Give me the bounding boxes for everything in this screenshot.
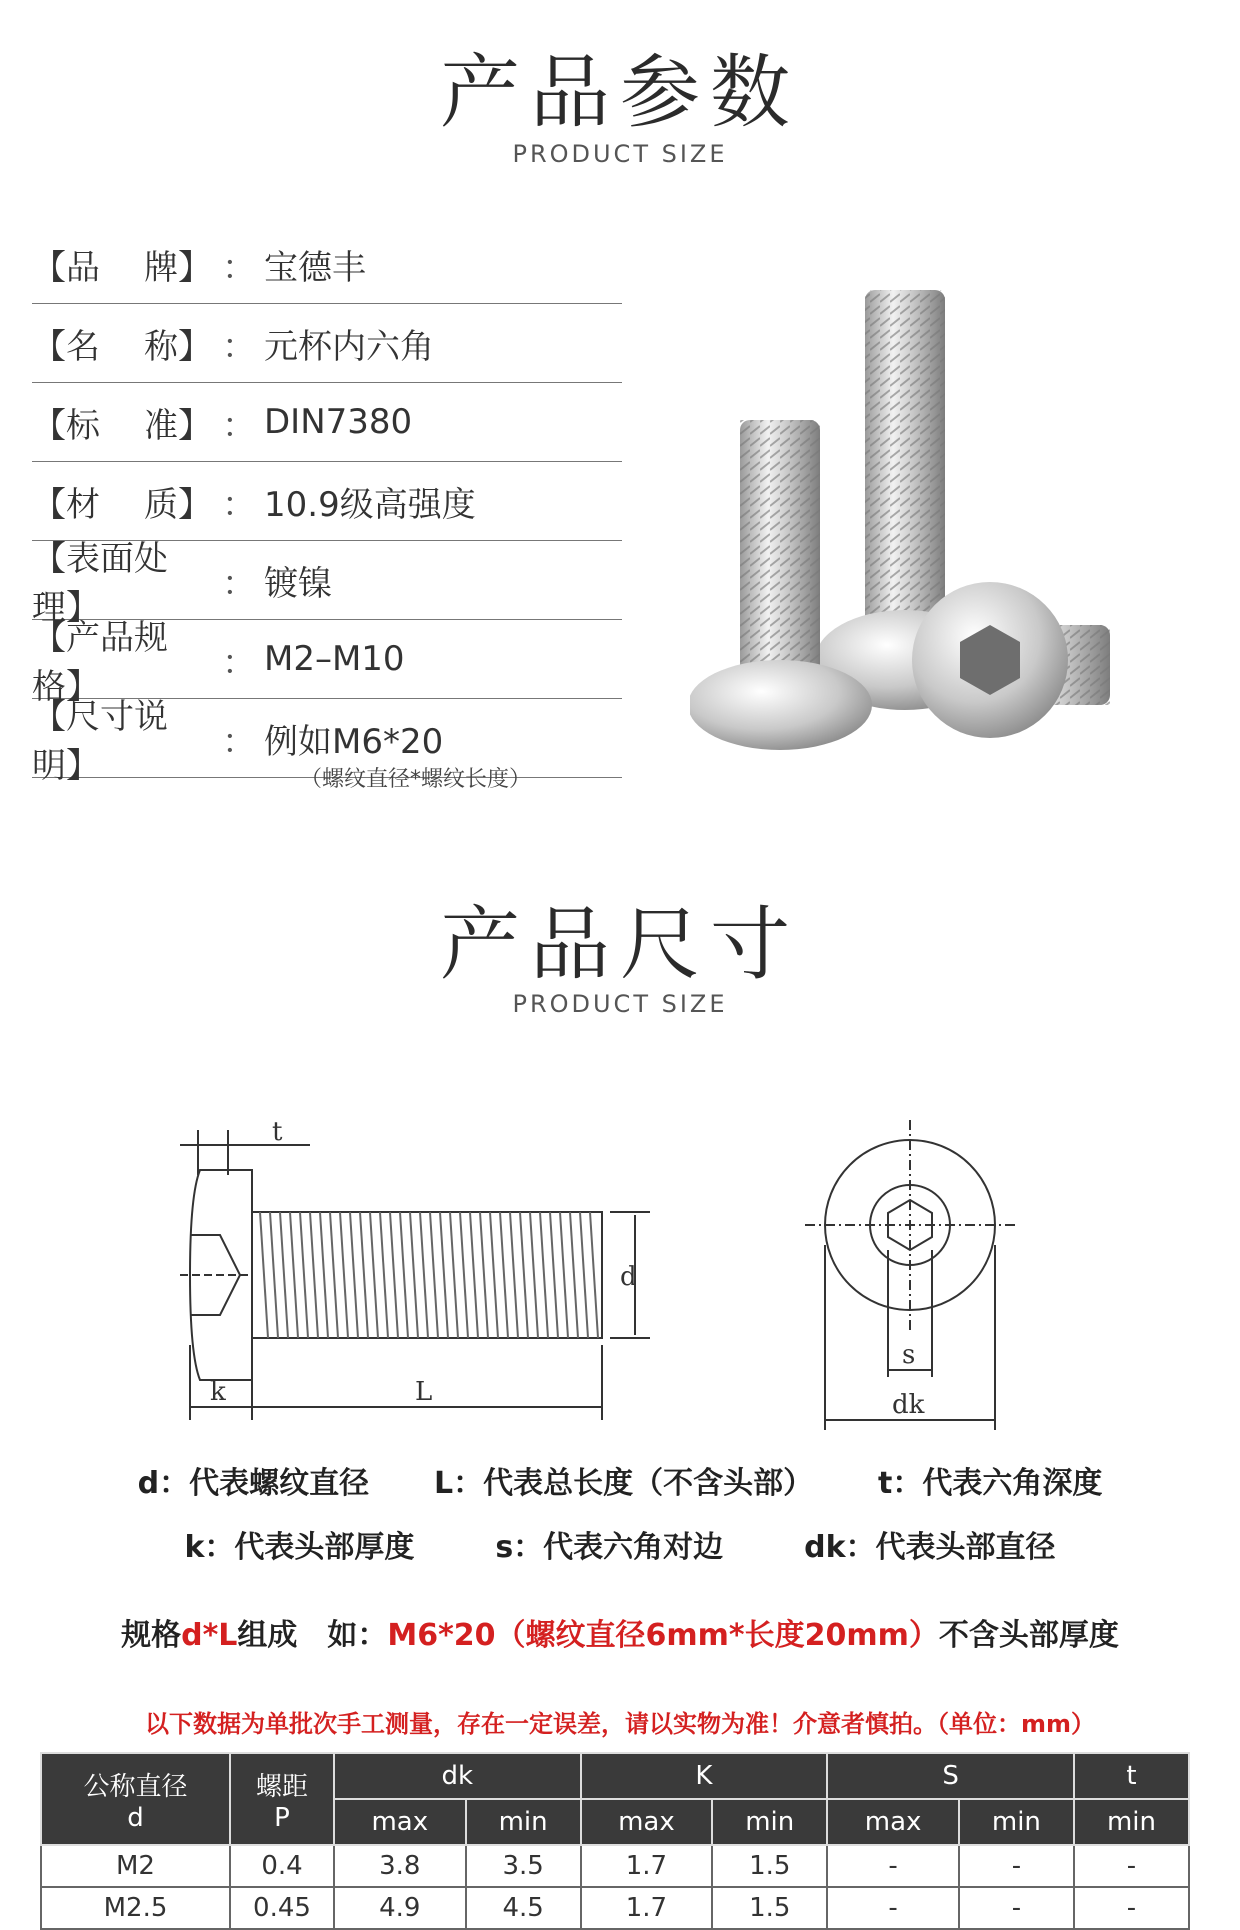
spec-colon: ： bbox=[222, 721, 256, 762]
spec-value: 例如M6*20 bbox=[264, 721, 444, 762]
dim-label-L: L bbox=[415, 1377, 433, 1407]
table-cell: M2.5 bbox=[41, 1887, 230, 1929]
table-cell: - bbox=[959, 1845, 1074, 1887]
spec-colon: ： bbox=[222, 563, 256, 604]
example-red-text: M6*20（螺纹直径6mm*长度20mm） bbox=[387, 1618, 939, 1653]
dim-label-k: k bbox=[210, 1377, 226, 1407]
table-cell: 1.7 bbox=[581, 1887, 713, 1929]
spec-label-right: 牌】 bbox=[144, 247, 212, 288]
spec-label-left: 【尺寸说明】 bbox=[32, 697, 168, 786]
table-cell: 1.5 bbox=[712, 1845, 827, 1887]
example-prefix: 规格 bbox=[121, 1618, 182, 1653]
dim-label-t: t bbox=[272, 1117, 283, 1147]
spec-row-brand bbox=[32, 225, 622, 304]
table-cell: 1.5 bbox=[712, 1887, 827, 1929]
section-title-params: 产品参数 bbox=[440, 46, 800, 139]
table-subheader: min bbox=[1074, 1799, 1189, 1845]
table-subheader: min bbox=[712, 1799, 827, 1845]
table-header-row bbox=[41, 1753, 1189, 1799]
table-subheader: min bbox=[959, 1799, 1074, 1845]
dim-label-dk: dk bbox=[892, 1390, 925, 1420]
legend-line-2 bbox=[0, 1522, 1240, 1566]
spec-colon: ： bbox=[222, 484, 256, 525]
product-photo bbox=[690, 280, 1130, 760]
spec-label-left: 【产品规格】 bbox=[32, 618, 168, 707]
table-cell: 1.7 bbox=[581, 1845, 713, 1887]
dim-label-s: s bbox=[902, 1340, 916, 1370]
table-cell: 3.5 bbox=[466, 1845, 581, 1887]
spec-colon: ： bbox=[222, 405, 256, 446]
legend-line-1 bbox=[0, 1458, 1240, 1502]
table-header-sub: d bbox=[127, 1802, 144, 1833]
spec-value: 10.9级高强度 bbox=[264, 484, 476, 525]
table-subheader: max bbox=[334, 1799, 466, 1845]
spec-colon: ： bbox=[222, 247, 256, 288]
table-cell: 0.4 bbox=[230, 1845, 334, 1887]
spec-row-standard bbox=[32, 383, 622, 462]
table-cell: M2 bbox=[41, 1845, 230, 1887]
legend-L: L：代表总长度（不含头部） bbox=[434, 1466, 814, 1501]
spec-label-left: 【材 bbox=[32, 484, 100, 525]
spec-label bbox=[32, 689, 222, 787]
spec-label-left: 【表面处理】 bbox=[32, 539, 168, 628]
spec-value: 宝德丰 bbox=[264, 247, 366, 288]
spec-label bbox=[32, 240, 222, 289]
table-header bbox=[230, 1753, 334, 1845]
spec-label bbox=[32, 477, 222, 526]
table-cell: 3.8 bbox=[334, 1845, 466, 1887]
table-cell: - bbox=[827, 1845, 959, 1887]
table-header bbox=[41, 1753, 230, 1845]
table-subheader: max bbox=[581, 1799, 713, 1845]
side-view-diagram bbox=[160, 1115, 660, 1435]
spec-value: M2–M10 bbox=[264, 639, 405, 679]
spec-colon: ： bbox=[222, 642, 256, 683]
legend-s: s：代表六角对边 bbox=[495, 1530, 724, 1565]
spec-label-left: 【名 bbox=[32, 326, 100, 367]
spec-note: （螺纹直径*螺纹长度） bbox=[300, 767, 532, 792]
spec-value: DIN7380 bbox=[264, 402, 413, 442]
example-middle: 组成 如： bbox=[237, 1618, 388, 1653]
example-line bbox=[0, 1610, 1240, 1654]
spec-label-left: 【品 bbox=[32, 247, 100, 288]
spec-label-right: 质】 bbox=[144, 484, 212, 525]
spec-label-right: 准】 bbox=[144, 405, 212, 446]
example-formula: d*L bbox=[181, 1618, 238, 1653]
table-header-text: 公称直径 bbox=[83, 1771, 188, 1802]
section-subtitle-params: PRODUCT SIZE bbox=[512, 140, 728, 168]
spec-row-surface bbox=[32, 539, 622, 628]
legend-d: d：代表螺纹直径 bbox=[137, 1466, 370, 1501]
table-subheader: min bbox=[466, 1799, 581, 1845]
table-cell: - bbox=[1074, 1887, 1189, 1929]
section-title-size: 产品尺寸 bbox=[440, 898, 800, 991]
spec-row-spec bbox=[32, 618, 622, 707]
spec-label bbox=[32, 398, 222, 447]
legend-dk: dk：代表头部直径 bbox=[804, 1530, 1056, 1565]
table-row bbox=[41, 1887, 1189, 1929]
table-cell: 4.5 bbox=[466, 1887, 581, 1929]
example-suffix: 不含头部厚度 bbox=[938, 1618, 1119, 1653]
legend-k: k：代表头部厚度 bbox=[184, 1530, 415, 1565]
table-header: K bbox=[581, 1753, 828, 1799]
dim-label-d: d bbox=[620, 1262, 637, 1292]
table-header: t bbox=[1074, 1753, 1189, 1799]
table-header-sub: P bbox=[274, 1802, 290, 1833]
table-header-text: 螺距 bbox=[255, 1771, 308, 1802]
section-subtitle-size: PRODUCT SIZE bbox=[512, 990, 728, 1018]
table-row bbox=[41, 1845, 1189, 1887]
top-view-diagram bbox=[800, 1115, 1040, 1435]
table-cell: 0.45 bbox=[230, 1887, 334, 1929]
table-cell: - bbox=[1074, 1845, 1189, 1887]
table-cell: 4.9 bbox=[334, 1887, 466, 1929]
spec-value: 镀镍 bbox=[264, 563, 332, 604]
spec-colon: ： bbox=[222, 326, 256, 367]
table-cell: - bbox=[959, 1887, 1074, 1929]
table-cell: - bbox=[827, 1887, 959, 1929]
legend-t: t：代表六角深度 bbox=[878, 1466, 1103, 1501]
spec-label-right: 称】 bbox=[144, 326, 212, 367]
spec-row-name bbox=[32, 304, 622, 383]
table-header: S bbox=[827, 1753, 1074, 1799]
spec-label bbox=[32, 319, 222, 368]
spec-value: 元杯内六角 bbox=[264, 326, 434, 367]
measurement-notice: 以下数据为单批次手工测量，存在一定误差，请以实物为准！介意者慎拍。（单位：mm） bbox=[144, 1710, 1095, 1738]
table-subheader: max bbox=[827, 1799, 959, 1845]
size-table bbox=[40, 1752, 1190, 1930]
spec-label-left: 【标 bbox=[32, 405, 100, 446]
table-header: dk bbox=[334, 1753, 581, 1799]
spec-row-material bbox=[32, 462, 622, 541]
